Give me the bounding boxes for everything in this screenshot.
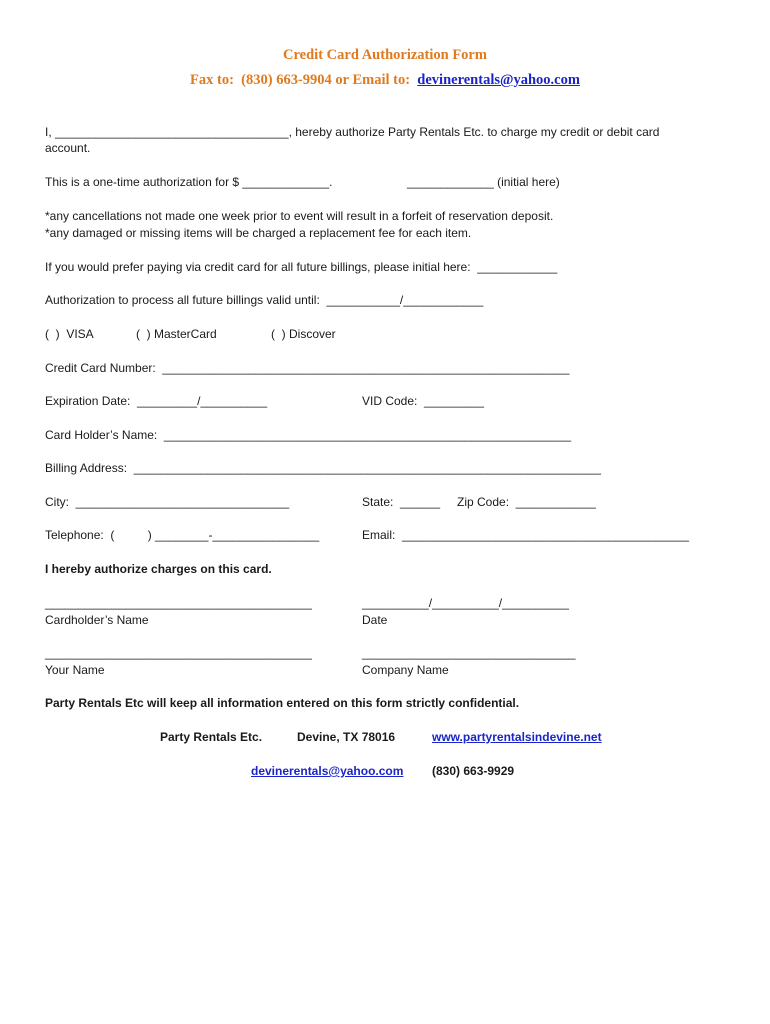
- footer-phone: (830) 663-9929: [432, 764, 515, 778]
- future-billing-initial: If you would prefer paying via credit card for all future billings, please initial here: ____________: [45, 260, 558, 274]
- form-title: Credit Card Authorization Form: [283, 47, 487, 63]
- zip-code-field[interactable]: Zip Code: ____________: [457, 495, 596, 509]
- email-field[interactable]: Email: ___________________________________________: [362, 528, 689, 542]
- footer-email-link[interactable]: devinerentals@yahoo.com: [251, 764, 404, 778]
- card-holder-name-field[interactable]: Card Holder’s Name: _____________________________________________________________: [45, 428, 572, 442]
- your-name-label: Your Name: [45, 663, 105, 677]
- billing-address-field[interactable]: Billing Address: ______________________________________________________________________: [45, 461, 601, 475]
- vid-code-field[interactable]: VID Code: _________: [362, 394, 485, 408]
- onetime-authorization: This is a one-time authorization for $ _____________.: [45, 175, 333, 189]
- damage-notice: *any damaged or missing items will be charged a replacement fee for each item.: [45, 226, 472, 240]
- cardholder-signature-line[interactable]: ________________________________________: [45, 596, 312, 610]
- authorize-line: I, ___________________________________, hereby authorize Party Rentals Etc. to charge my credit or debit card: [45, 125, 660, 139]
- fax-text: Fax to: (830) 663-9904 or Email to:: [190, 72, 418, 88]
- city-field[interactable]: City: ________________________________: [45, 495, 290, 509]
- card-type-visa[interactable]: ( ) VISA: [45, 327, 94, 341]
- footer-location: Devine, TX 78016: [297, 730, 396, 744]
- company-name-label: Company Name: [362, 663, 449, 677]
- fax-email-line: [0, 72, 770, 89]
- telephone-field[interactable]: Telephone: ( ) ________-________________: [45, 528, 320, 542]
- initial-here: _____________ (initial here): [407, 175, 560, 189]
- footer-website-link[interactable]: www.partyrentalsindevine.net: [432, 730, 602, 744]
- header-email-link[interactable]: devinerentals@yahoo.com: [417, 72, 580, 88]
- date-label: Date: [362, 613, 388, 627]
- confidentiality-notice: Party Rentals Etc will keep all information entered on this form strictly confidential.: [45, 696, 520, 710]
- expiration-date-field[interactable]: Expiration Date: _________/__________: [45, 394, 268, 408]
- card-type-discover[interactable]: ( ) Discover: [271, 327, 336, 341]
- authorize-charges-heading: I hereby authorize charges on this card.: [45, 562, 272, 576]
- future-billing-valid-until: Authorization to process all future billings valid until: ___________/____________: [45, 293, 484, 307]
- state-field[interactable]: State: ______: [362, 495, 441, 509]
- card-number-field[interactable]: Credit Card Number: _____________________________________________________________: [45, 361, 570, 375]
- cancellation-notice: *any cancellations not made one week prior to event will result in a forfeit of reservation deposit.: [45, 209, 554, 223]
- date-line[interactable]: __________/__________/__________: [362, 596, 569, 610]
- cardholder-name-label: Cardholder’s Name: [45, 613, 149, 627]
- your-name-line[interactable]: ________________________________________: [45, 646, 312, 660]
- footer-company: Party Rentals Etc.: [160, 730, 263, 744]
- card-type-mastercard[interactable]: ( ) MasterCard: [136, 327, 217, 341]
- authorize-line-cont: account.: [45, 141, 91, 155]
- company-name-line[interactable]: ________________________________: [362, 646, 576, 660]
